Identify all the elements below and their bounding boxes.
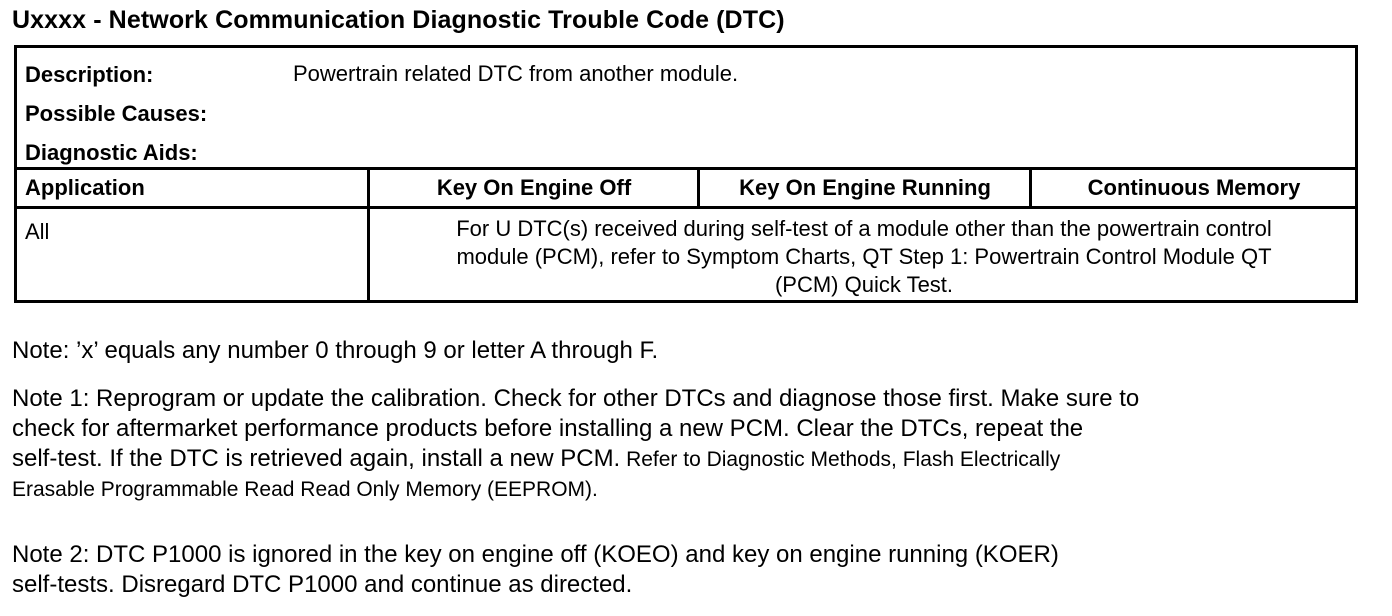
note-1-line: check for aftermarket performance products before installing a new PCM. Clear the DTCs, repeat the <box>12 415 1084 442</box>
table-row <box>17 209 1355 303</box>
column-divider <box>1029 170 1032 209</box>
column-divider <box>697 170 700 209</box>
note-1-text: self-test. If the DTC is retrieved again, install a new PCM. <box>12 445 621 472</box>
application-value: All <box>25 219 50 244</box>
note-1-line <box>12 444 1139 475</box>
dtc-info-block <box>17 48 1355 170</box>
dtc-instruction-line: module (PCM), refer to Symptom Charts, QT Step 1: Powertrain Control Module QT <box>456 244 1272 269</box>
header-key-on-engine-running: Key On Engine Running <box>739 175 991 200</box>
description-label: Description: <box>25 62 154 87</box>
note-1-reference: Refer to Diagnostic Methods, Flash Electrically <box>620 448 1061 471</box>
header-continuous-memory: Continuous Memory <box>1087 175 1301 200</box>
note-1-reference: Erasable Programmable Read Read Only Memory (EEPROM). <box>12 478 598 501</box>
header-key-on-engine-off: Key On Engine Off <box>436 175 632 200</box>
note-2 <box>12 540 1059 600</box>
note-1-line: Note 1: Reprogram or update the calibration. Check for other DTCs and diagnose those first. Make sure to <box>12 385 1140 412</box>
page-title: Uxxxx - Network Communication Diagnostic Trouble Code (DTC) <box>12 6 785 34</box>
possible-causes-label: Possible Causes: <box>25 101 208 126</box>
header-application: Application <box>25 175 145 200</box>
note-2-line: self-tests. Disregard DTC P1000 and continue as directed. <box>12 571 633 598</box>
dtc-instruction <box>373 215 1355 299</box>
dtc-table <box>14 45 1358 303</box>
dtc-instruction-line: For U DTC(s) received during self-test of a module other than the powertrain control <box>456 216 1272 241</box>
diagnostic-aids-label: Diagnostic Aids: <box>25 140 198 165</box>
dtc-instruction-line: (PCM) Quick Test. <box>774 272 954 297</box>
note-1 <box>12 384 1139 505</box>
note-x: Note: ’x’ equals any number 0 through 9 or letter A through F. <box>12 337 659 364</box>
note-2-line: Note 2: DTC P1000 is ignored in the key on engine off (KOEO) and key on engine running (KOER) <box>12 541 1059 568</box>
table-header-row <box>17 170 1355 209</box>
description-value: Powertrain related DTC from another module. <box>293 61 739 86</box>
